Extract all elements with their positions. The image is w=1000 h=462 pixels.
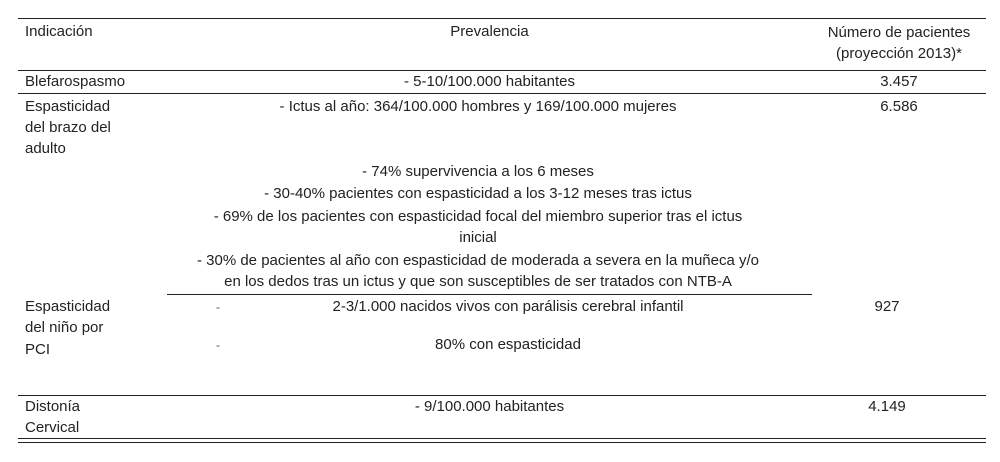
indicacion-line2: Cervical: [25, 419, 80, 436]
prevalencia-80: 80% con espasticidad: [435, 336, 581, 353]
numero-cell: 4.149: [868, 398, 906, 415]
header-prevalencia: Prevalencia: [450, 23, 529, 40]
table-bottom-rule-2: [18, 442, 986, 443]
prevalencia-ictus: - Ictus al año: 364/100.000 hombres y 169/100.000 mujeres: [279, 98, 677, 115]
prevalencia-30-line2: en los dedos tras un ictus y que son susceptibles de ser tratados con NTB-A: [224, 273, 732, 290]
indicacion-line1: Distonía: [25, 398, 81, 415]
indicacion-cell: Blefarospasmo: [25, 73, 126, 90]
header-numero-line2: (proyección 2013)*: [836, 45, 962, 62]
indicacion-line1: Espasticidad: [25, 298, 111, 315]
prevalencia-nacidos: 2-3/1.000 nacidos vivos con parálisis cerebral infantil: [332, 298, 684, 315]
table-top-rule: [18, 18, 986, 19]
numero-cell: 927: [874, 298, 900, 315]
prevalencia-espasticidad-30-40: - 30-40% pacientes con espasticidad a los 3-12 meses tras ictus: [264, 185, 692, 202]
numero-cell: 3.457: [880, 73, 918, 90]
header-numero-line1: Número de pacientes: [827, 24, 971, 41]
indicacion-line3: adulto: [25, 140, 66, 157]
prevalencia-69-line2: inicial: [459, 229, 497, 246]
prevalencia-69-line1: - 69% de los pacientes con espasticidad focal del miembro superior tras el ictus: [213, 208, 743, 225]
prevalencia-30-line1: - 30% de pacientes al año con espasticidad de moderada a severa en la muñeca y/o: [196, 252, 760, 269]
prevalencia-supervivencia: - 74% supervivencia a los 6 meses: [362, 163, 594, 180]
subrow-separator-adulto: [167, 294, 812, 295]
header-indicacion: Indicación: [25, 23, 93, 40]
prevalencia-cell: - 5-10/100.000 habitantes: [404, 73, 575, 90]
row-separator-blefaro: [18, 93, 986, 94]
numero-cell: 6.586: [880, 98, 918, 115]
indicacion-line2: del brazo del: [25, 119, 111, 136]
table-bottom-rule-1: [18, 438, 986, 439]
prevalencia-cell: - 9/100.000 habitantes: [414, 398, 565, 415]
indicacion-line2: del niño por: [25, 319, 104, 336]
bullet-dash-2: -: [216, 338, 220, 352]
indicacion-line1: Espasticidad: [25, 98, 111, 115]
bullet-dash-1: -: [216, 300, 220, 314]
indicacion-line3: PCI: [25, 341, 51, 358]
